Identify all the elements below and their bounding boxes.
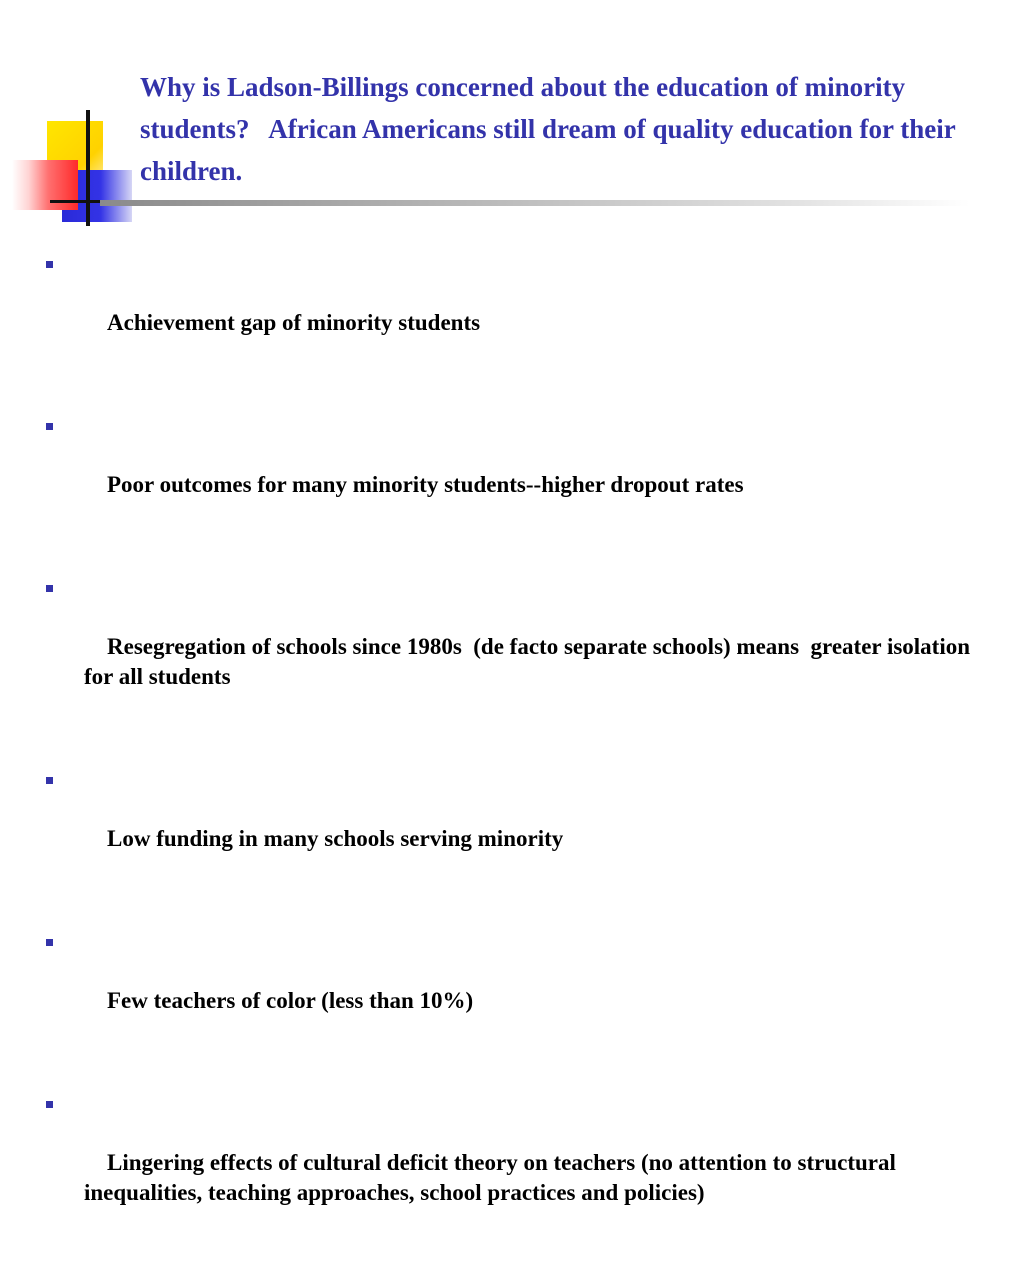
square-bullet-icon <box>46 261 53 268</box>
bullet-item <box>0 764 1024 884</box>
bullet-item <box>0 1088 1024 1238</box>
bullet-list <box>0 248 1024 1280</box>
square-bullet-icon <box>46 939 53 946</box>
vertical-rule-decoration <box>86 110 90 226</box>
square-bullet-icon <box>46 1101 53 1108</box>
bullet-item <box>0 572 1024 722</box>
bullet-text: Lingering effects of cultural deficit theory on teachers (no attention to structural inequalities, teaching approaches, school practices and policies) <box>84 1150 902 1205</box>
bullet-item <box>0 410 1024 530</box>
slide-title: Why is Ladson-Billings concerned about the education of minority students? African Americans still dream of quality education for their children. <box>140 72 962 186</box>
square-bullet-icon <box>46 777 53 784</box>
bullet-item <box>0 926 1024 1046</box>
bullet-text: Poor outcomes for many minority students--higher dropout rates <box>107 472 744 497</box>
square-bullet-icon <box>46 423 53 430</box>
bullet-text: Resegregation of schools since 1980s (de facto separate schools) means greater isolation for all students <box>84 634 976 689</box>
bullet-text: Few teachers of color (less than 10%) <box>107 988 474 1013</box>
square-bullet-icon <box>46 585 53 592</box>
bullet-text: Low funding in many schools serving minority <box>107 826 564 851</box>
title-underline <box>100 200 970 206</box>
bullet-text: Achievement gap of minority students <box>107 310 481 335</box>
bullet-item <box>0 248 1024 368</box>
